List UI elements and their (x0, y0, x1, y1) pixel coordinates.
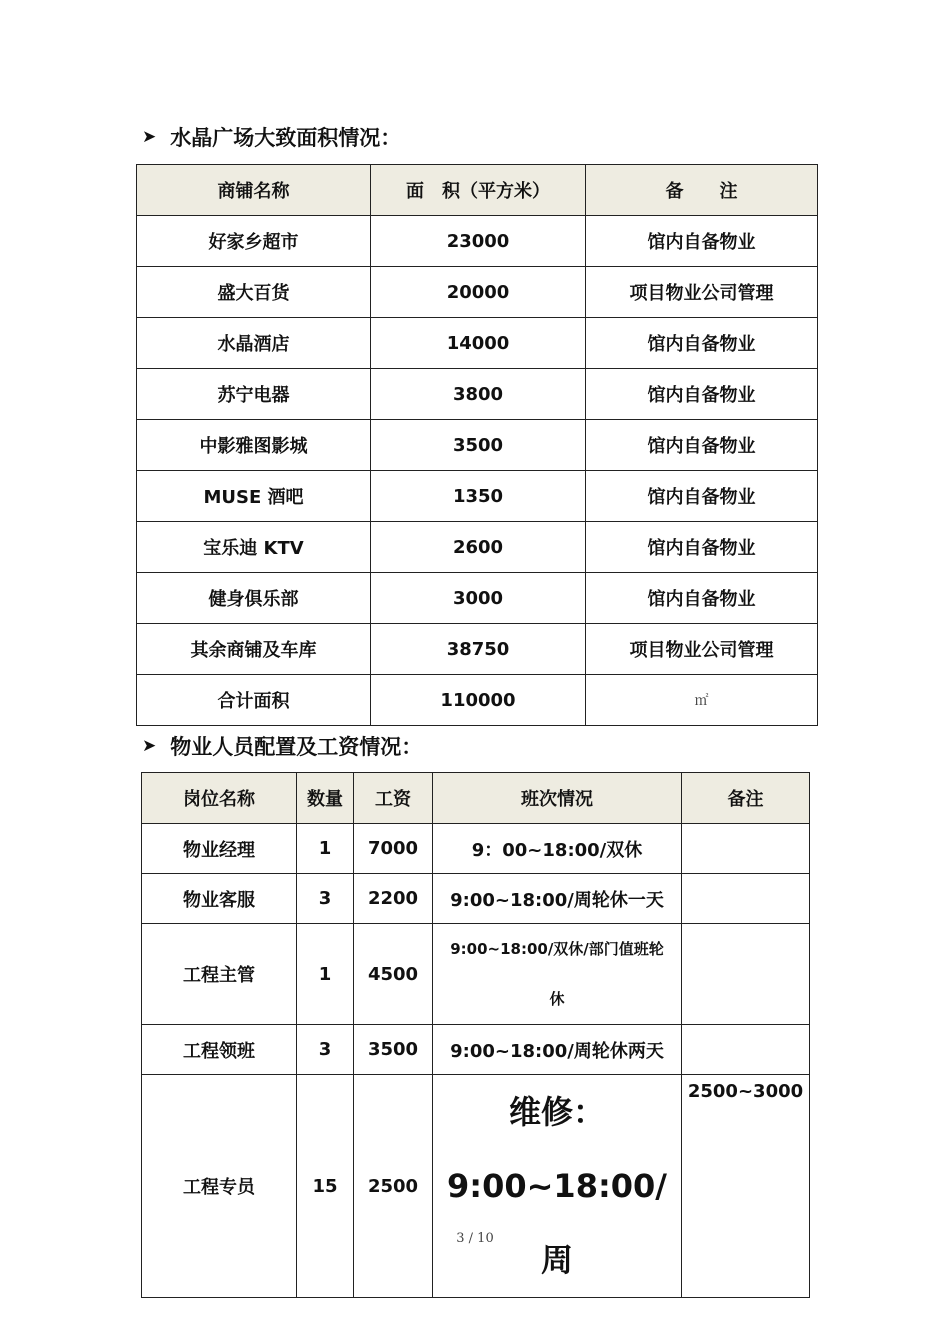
table-row (142, 874, 810, 924)
shop-name: 好家乡超市 (137, 216, 371, 267)
shop-area: 3800 (371, 369, 586, 420)
header-shop-name: 商铺名称 (137, 165, 371, 216)
header-note: 备注 (682, 773, 810, 824)
table-row (137, 267, 818, 318)
shop-area: 14000 (371, 318, 586, 369)
shift-line: 9:00~18:00/双休/部门值班轮 (450, 940, 664, 958)
note (682, 824, 810, 874)
shift-line: 9:00~18:00/周 (447, 1167, 667, 1279)
salary: 2500 (354, 1075, 433, 1298)
position: 物业客服 (142, 874, 297, 924)
shop-name: 水晶酒店 (137, 318, 371, 369)
shop-area: 1350 (371, 471, 586, 522)
section2-heading-text: 物业人员配置及工资情况： (170, 735, 423, 759)
section1-heading-text: 水晶广场大致面积情况： (170, 126, 402, 150)
total-row (137, 675, 818, 726)
count: 3 (297, 1025, 354, 1075)
shift: 9：00~18:00/双休 (433, 824, 682, 874)
shift-line: 休 (549, 990, 565, 1008)
table-row (142, 1025, 810, 1075)
shift-line: 维修： (508, 1093, 605, 1131)
shop-name: 盛大百货 (137, 267, 371, 318)
count: 1 (297, 824, 354, 874)
shop-area: 20000 (371, 267, 586, 318)
table-header-row (142, 773, 810, 824)
shop-name: MUSE 酒吧 (137, 471, 371, 522)
shop-area: 23000 (371, 216, 586, 267)
table-row (137, 318, 818, 369)
page-number: 3 / 10 (456, 1231, 494, 1246)
shift: 9:00~18:00/周轮休两天 (433, 1025, 682, 1075)
salary: 7000 (354, 824, 433, 874)
shop-remark: 馆内自备物业 (586, 522, 818, 573)
arrow-bullet-icon: ➤ (142, 736, 157, 756)
shop-remark: 馆内自备物业 (586, 318, 818, 369)
count: 3 (297, 874, 354, 924)
shop-remark: 项目物业公司管理 (586, 267, 818, 318)
shop-area: 38750 (371, 624, 586, 675)
note (682, 924, 810, 1025)
shift (433, 924, 682, 1025)
total-unit: ㎡ (586, 675, 818, 726)
staff-table (141, 772, 810, 1298)
shop-remark: 馆内自备物业 (586, 216, 818, 267)
header-area: 面 积（平方米） (371, 165, 586, 216)
section1-heading (142, 122, 401, 152)
header-remarks: 备 注 (586, 165, 818, 216)
note (682, 874, 810, 924)
note: 2500~3000 (682, 1075, 810, 1298)
table-row (137, 573, 818, 624)
header-position: 岗位名称 (142, 773, 297, 824)
position: 工程主管 (142, 924, 297, 1025)
shop-area: 2600 (371, 522, 586, 573)
table-row (137, 369, 818, 420)
table-row (137, 522, 818, 573)
table-row (142, 924, 810, 1025)
salary: 2200 (354, 874, 433, 924)
total-label: 合计面积 (137, 675, 371, 726)
arrow-bullet-icon: ➤ (142, 127, 157, 147)
table-row (137, 216, 818, 267)
position: 物业经理 (142, 824, 297, 874)
salary: 4500 (354, 924, 433, 1025)
table-row (142, 1075, 810, 1298)
shop-name: 健身俱乐部 (137, 573, 371, 624)
shop-remark: 项目物业公司管理 (586, 624, 818, 675)
header-shift: 班次情况 (433, 773, 682, 824)
table-row (142, 824, 810, 874)
table-row (137, 471, 818, 522)
area-table (136, 164, 818, 726)
count: 15 (297, 1075, 354, 1298)
table-row (137, 420, 818, 471)
count: 1 (297, 924, 354, 1025)
position: 工程专员 (142, 1075, 297, 1298)
shift (433, 1075, 682, 1298)
shop-name: 中影雅图影城 (137, 420, 371, 471)
shop-name: 宝乐迪 KTV (137, 522, 371, 573)
shop-name: 苏宁电器 (137, 369, 371, 420)
shop-area: 3000 (371, 573, 586, 624)
shop-name: 其余商铺及车库 (137, 624, 371, 675)
total-value: 110000 (371, 675, 586, 726)
shop-remark: 馆内自备物业 (586, 369, 818, 420)
shop-remark: 馆内自备物业 (586, 420, 818, 471)
shop-area: 3500 (371, 420, 586, 471)
salary: 3500 (354, 1025, 433, 1075)
table-row (137, 624, 818, 675)
section2-heading (142, 731, 422, 761)
shop-remark: 馆内自备物业 (586, 573, 818, 624)
shift: 9:00~18:00/周轮休一天 (433, 874, 682, 924)
header-count: 数量 (297, 773, 354, 824)
table-header-row (137, 165, 818, 216)
shop-remark: 馆内自备物业 (586, 471, 818, 522)
header-salary: 工资 (354, 773, 433, 824)
note (682, 1025, 810, 1075)
position: 工程领班 (142, 1025, 297, 1075)
